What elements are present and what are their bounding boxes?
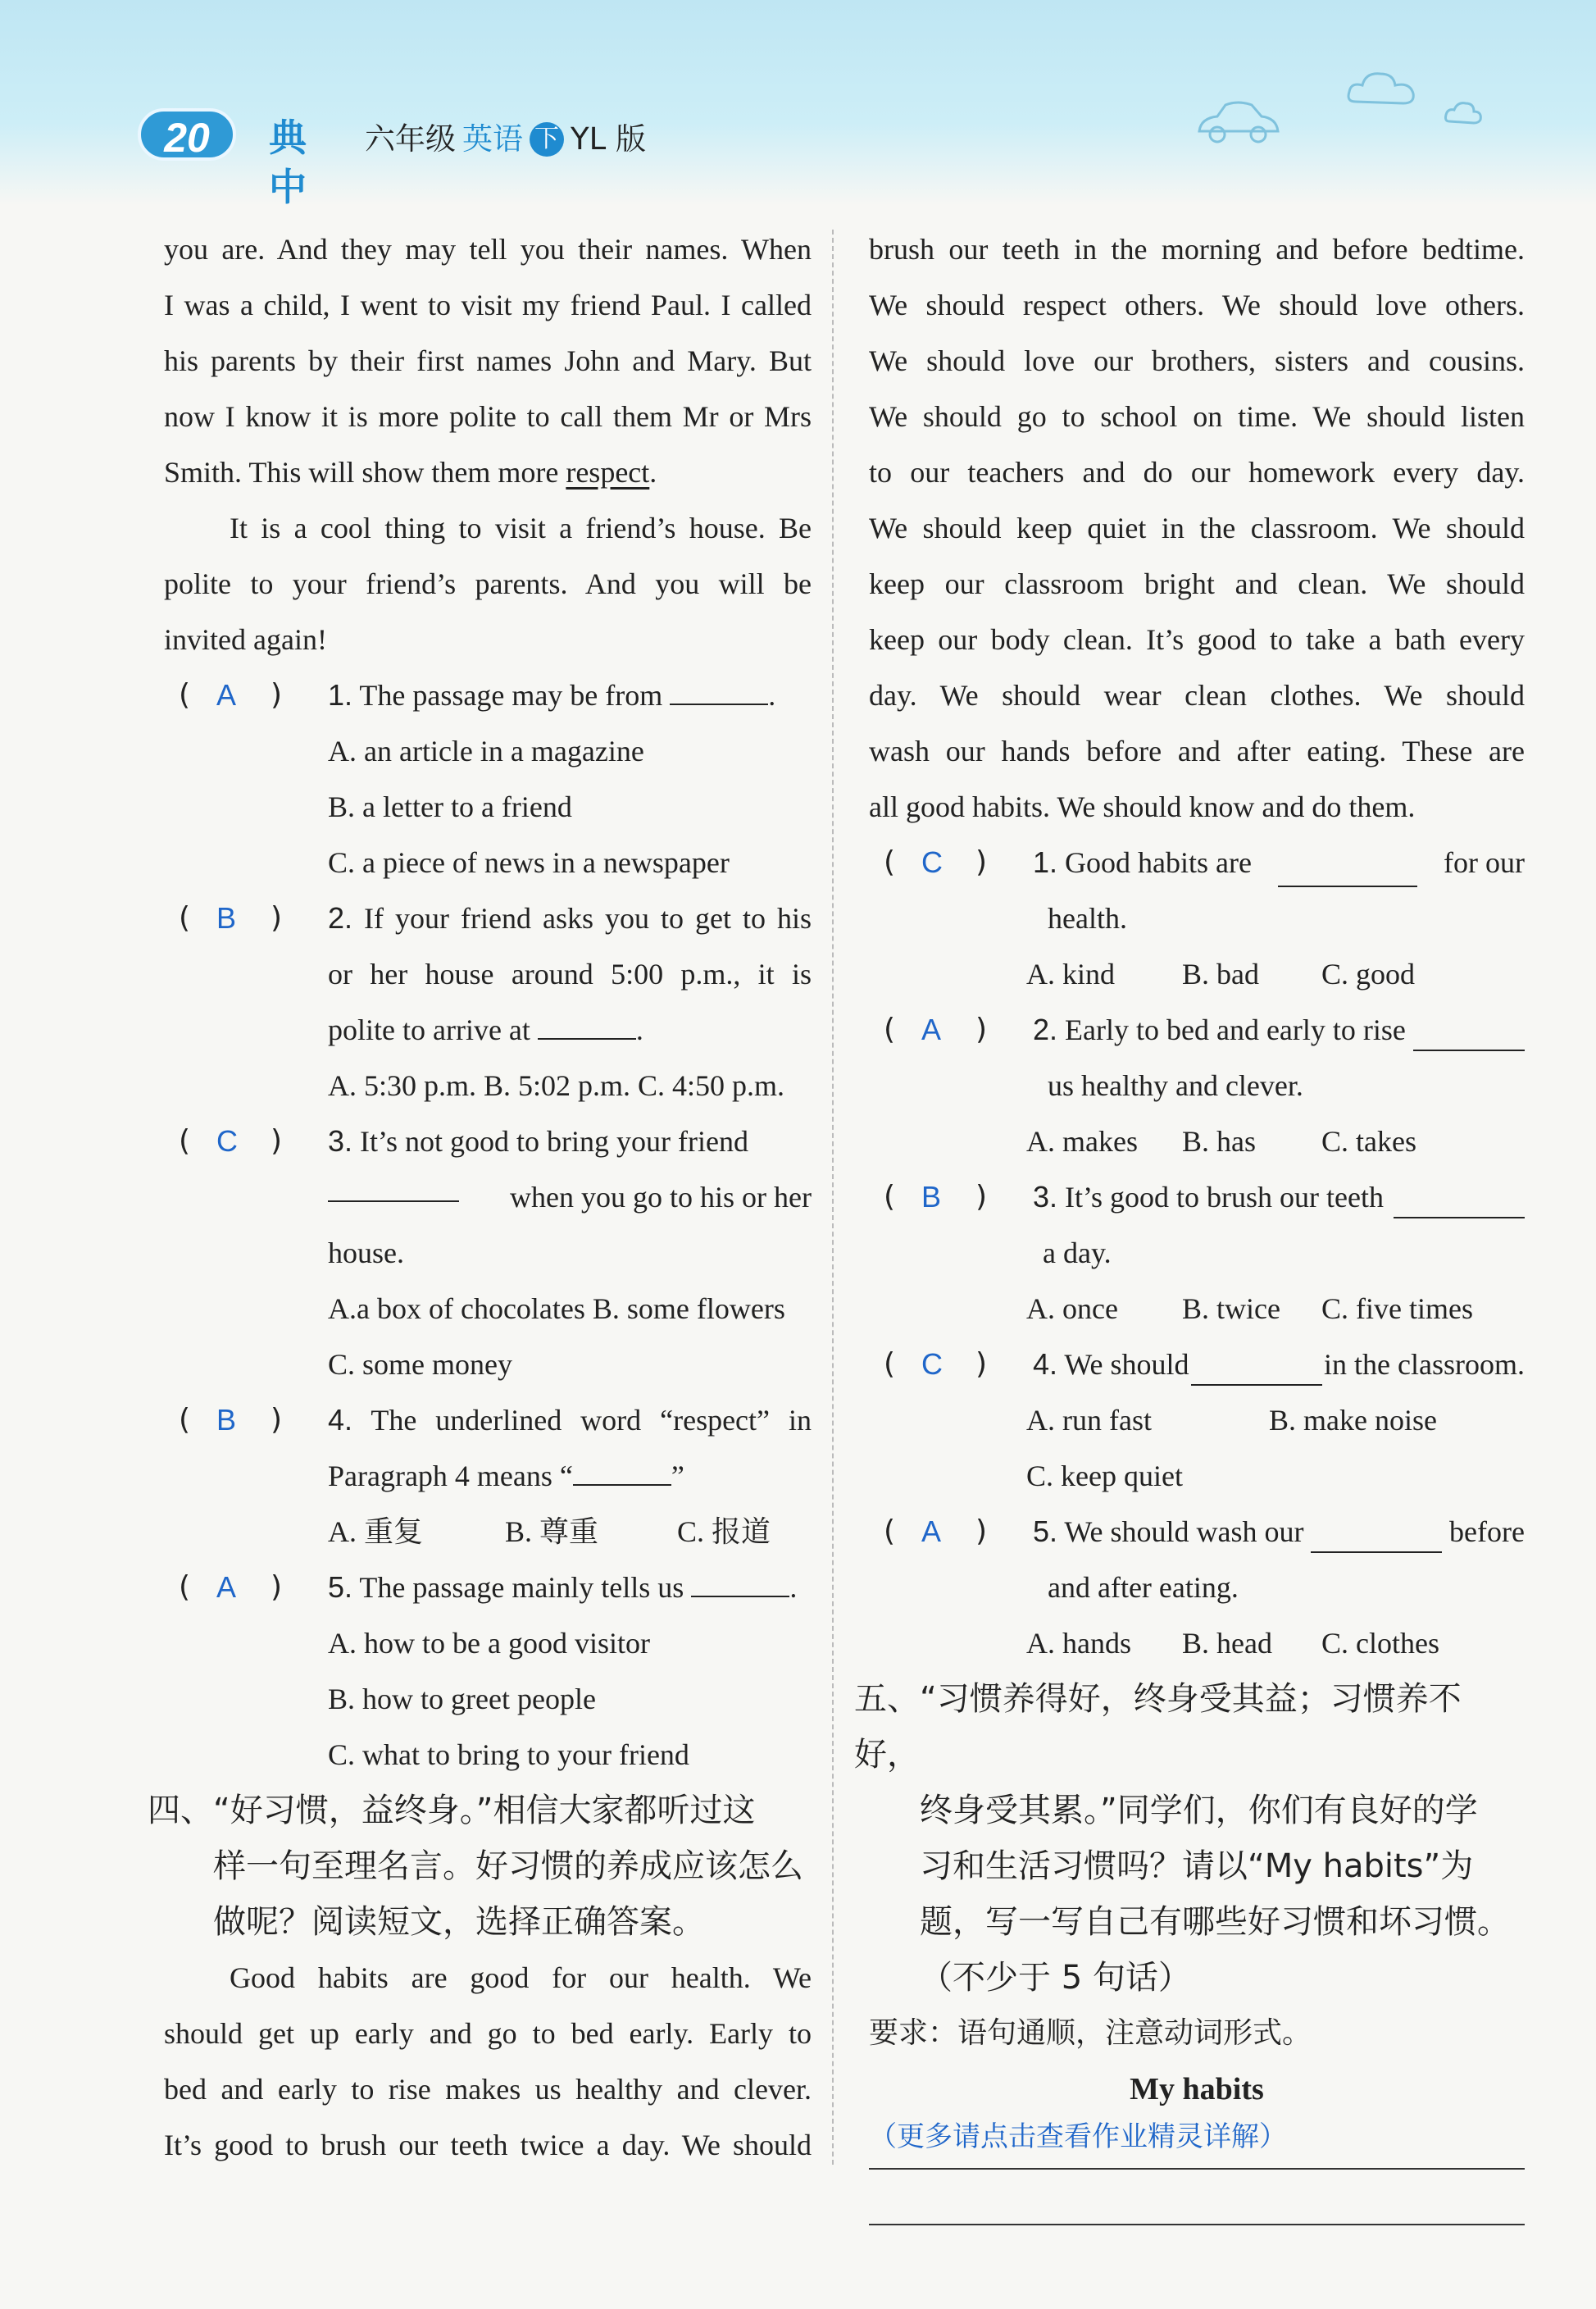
passage-line: now I know it is more polite to call them Mr or Mrs [164, 400, 812, 433]
option: C. clothes [1321, 1627, 1439, 1660]
option: A.a box of chocolates B. some flowers [328, 1292, 785, 1325]
page-header [0, 0, 1596, 209]
question-line: and after eating. [1048, 1571, 1239, 1604]
options-row [869, 946, 1525, 1002]
right-column [854, 221, 1525, 2225]
answer-blank [1311, 1520, 1442, 1553]
section-4-heading: 四、“好习惯，益终身。”相信大家都听过这 样一句至理名言。好习惯的养成应该怎么 做呢？阅读短文，选择正确答案。 [148, 1792, 803, 1941]
answer-blank [328, 1169, 459, 1202]
option: A. how to be a good visitor [328, 1627, 650, 1660]
passage-line: We should keep quiet in the classroom. We should [869, 512, 1525, 544]
option: B. head [1182, 1627, 1272, 1660]
passage-line: Good habits are good for our health. We [230, 1961, 812, 1994]
option: C. 报道 [677, 1515, 771, 1548]
passage-line: to our teachers and do our homework every day. [869, 456, 1525, 489]
question-line: polite to arrive at . [164, 1002, 812, 1058]
question-5: ( A ) 5. We should wash our before [869, 1504, 1525, 1560]
passage-line: We should go to school on time. We should listen [869, 400, 1525, 433]
passage-line: Smith. This will show them more respect. [164, 456, 657, 489]
question-line: when you go to his or her [164, 1169, 812, 1225]
passage-line: his parents by their first names John and Mary. But [164, 344, 812, 377]
answer-blank [1278, 854, 1417, 887]
question-2: ( A ) 2. Early to bed and early to rise [869, 1002, 1525, 1058]
option: A. makes [1026, 1125, 1138, 1158]
option: C. five times [1321, 1292, 1473, 1325]
option: B. a letter to a friend [328, 790, 572, 823]
passage-line: all good habits. We should know and do them. [869, 790, 1416, 823]
volume-badge: 下 [530, 122, 564, 157]
answer-mark: C [921, 845, 943, 879]
options-row [869, 1114, 1525, 1169]
option: C. keep quiet [1026, 1460, 1183, 1492]
option: A. run fast [1026, 1404, 1152, 1437]
option: C. some money [328, 1348, 512, 1381]
question-line: a day. [1043, 1236, 1112, 1269]
option: B. bad [1182, 958, 1259, 991]
question-2: ( B ) 2. If your friend asks you to get to his [164, 890, 812, 946]
question-line: house. [328, 1236, 404, 1269]
book-title [365, 116, 646, 162]
passage-line: We should respect others. We should love others. [869, 289, 1525, 321]
answer-blank [538, 1007, 636, 1040]
answer-blank [1191, 1353, 1322, 1386]
option: B. make noise [1269, 1404, 1437, 1437]
passage-line: you are. And they may tell you their names. When [164, 233, 812, 266]
question-1: ( A ) 1. The passage may be from . [164, 667, 812, 723]
option: C. a piece of news in a newspaper [328, 846, 730, 879]
question-3: ( B ) 3. It’s good to brush our teeth [869, 1169, 1525, 1225]
answer-blank [691, 1564, 789, 1597]
question-1: ( C ) 1. Good habits are for our [869, 835, 1525, 890]
option: A. hands [1026, 1627, 1131, 1660]
passage-line: keep our body clean. It’s good to take a bath every [869, 623, 1525, 656]
writing-requirement: 要求：语句通顺，注意动词形式。 [869, 2016, 1312, 2050]
question-3: ( C ) 3. It’s not good to bring your friend [164, 1114, 812, 1169]
answer-mark: B [216, 1403, 237, 1437]
answer-mark: A [216, 1570, 237, 1604]
passage-line: keep our classroom bright and clean. We should [869, 567, 1525, 600]
option: B. has [1182, 1125, 1256, 1158]
options-row [869, 1615, 1525, 1671]
question-line: or her house around 5:00 p.m., it is [328, 958, 812, 991]
car-icon [1193, 97, 1283, 146]
option: C. good [1321, 958, 1416, 991]
question-4: ( C ) 4. We should in the classroom. [869, 1337, 1525, 1392]
more-answers-link[interactable]: （更多请点击查看作业精灵详解） [869, 2120, 1287, 2153]
passage-line: bed and early to rise makes us healthy and clever. [164, 2073, 812, 2106]
grade-label: 六年级 [365, 121, 456, 157]
answer-mark: A [216, 678, 237, 712]
left-column [148, 221, 812, 2173]
option: A. 5:30 p.m. B. 5:02 p.m. C. 4:50 p.m. [328, 1069, 785, 1102]
passage-line: should get up early and go to bed early. Early to [164, 2017, 812, 2050]
passage-line: I was a child, I went to visit my friend Paul. I called [164, 289, 812, 321]
option: A. kind [1026, 958, 1115, 991]
question-line: health. [1048, 902, 1127, 935]
writing-line[interactable] [869, 2170, 1525, 2225]
question-4: ( B ) 4. The underlined word “respect” in [164, 1392, 812, 1448]
answer-mark: A [921, 1013, 942, 1046]
option: C. what to bring to your friend [328, 1738, 689, 1771]
answer-mark: B [216, 901, 237, 935]
question-line: us healthy and clever. [1048, 1069, 1303, 1102]
passage-line: day. We should wear clean clothes. We should [869, 679, 1525, 712]
answer-blank [1394, 1186, 1525, 1218]
column-divider [832, 230, 834, 2165]
essay-title: My habits [1130, 2072, 1264, 2106]
answer-mark: C [921, 1347, 943, 1381]
option: B. how to greet people [328, 1683, 596, 1715]
answer-blank [670, 672, 768, 705]
section-5-heading: 五、“习惯养得好，终身受其益；习惯养不好， 终身受其累。”同学们，你们有良好的学 习和生活习惯吗？请以“My habits”为 题，写一写自己有哪些好习惯和坏习惯。 （不少于 5 句话） [854, 1680, 1510, 1997]
question-line: Paragraph 4 means “ ” [164, 1448, 812, 1504]
passage-line: polite to your friend’s parents. And you will be [164, 567, 812, 600]
passage-line: wash our hands before and after eating. These are [869, 735, 1525, 767]
option: A. once [1026, 1292, 1118, 1325]
answer-mark: A [921, 1514, 942, 1548]
option: C. takes [1321, 1125, 1416, 1158]
cloud-icon [1344, 66, 1418, 112]
subject-label: 英语 [462, 121, 523, 157]
passage-line: It is a cool thing to visit a friend’s house. Be [230, 512, 812, 544]
passage-line: We should love our brothers, sisters and cousins. [869, 344, 1525, 377]
brand-logo: 典中 [269, 116, 307, 209]
option: B. 尊重 [505, 1515, 599, 1548]
cloud-icon [1443, 98, 1484, 128]
option: B. twice [1182, 1292, 1280, 1325]
passage-line: brush our teeth in the morning and before bedtime. [869, 233, 1525, 266]
options-row [869, 1392, 1525, 1448]
options-row [164, 1504, 812, 1560]
answer-blank [573, 1453, 671, 1486]
answer-mark: C [216, 1124, 238, 1158]
answer-mark: B [921, 1180, 942, 1214]
passage-line: invited again! [164, 623, 327, 656]
options-row [869, 1281, 1525, 1337]
edition-label: YL 版 [571, 121, 646, 157]
underlined-word: respect [566, 456, 650, 489]
answer-blank [1413, 1018, 1525, 1051]
option: A. 重复 [328, 1515, 423, 1548]
option: A. an article in a magazine [328, 735, 644, 767]
page-number-badge: 20 [138, 108, 236, 161]
passage-line: It’s good to brush our teeth twice a day. We should [164, 2129, 812, 2161]
question-5: ( A ) 5. The passage mainly tells us . [164, 1560, 812, 1615]
